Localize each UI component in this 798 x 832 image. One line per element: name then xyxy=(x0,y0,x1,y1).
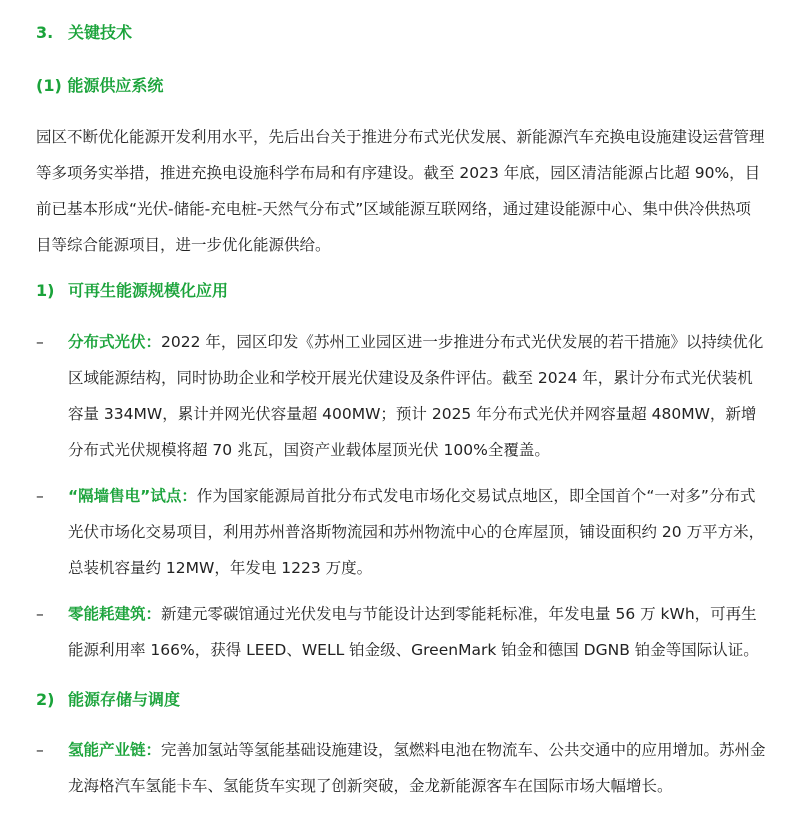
list-dash: – xyxy=(36,333,44,351)
section-number: 3. xyxy=(36,23,54,42)
item-separator: ： xyxy=(181,487,197,505)
part2-title: 能源存储与调度 xyxy=(68,690,181,709)
item-term: “隔墙售电”试点 xyxy=(68,487,182,505)
item-term: 分布式光伏 xyxy=(68,333,146,351)
list-dash: – xyxy=(36,741,44,759)
item-term: 氢能产业链 xyxy=(68,741,146,759)
item-text: 2022 年，园区印发《苏州工业园区进一步推进分布式光伏发展的若干措施》以持续优化区域能源结构，同时协助企业和学校开展光伏建设及条件评估。截至 2024 年，累计分布式光伏装机容量 334MW，累计并网光伏容量超 400MW；预计 2025 年分布式光伏并网容量超 480MW，新增分布式光伏规模将超 70 兆瓦，国资产业载体屋顶光伏 100%全覆盖。 xyxy=(68,333,764,459)
part2-number: 2) xyxy=(36,690,55,709)
list-dash: – xyxy=(36,605,44,623)
section-heading xyxy=(36,22,132,44)
item-text: 完善加氢站等氢能基础设施建设，氢燃料电池在物流车、公共交通中的应用增加。苏州金龙海格汽车氢能卡车、氢能货车实现了创新突破，金龙新能源客车在国际市场大幅增长。 xyxy=(68,741,766,795)
part1-title: 可再生能源规模化应用 xyxy=(68,281,229,300)
list-item xyxy=(36,596,766,668)
list-item xyxy=(36,324,766,468)
section-title: 关键技术 xyxy=(68,23,133,42)
part2-heading xyxy=(36,689,180,711)
item-text: 新建元零碳馆通过光伏发电与节能设计达到零能耗标准，年发电量 56 万 kWh，可再生能源利用率 166%，获得 LEED、WELL 铂金级、GreenMark 铂金和德国 DGNB 铂金等国际认证。 xyxy=(68,605,759,659)
list-item xyxy=(36,732,766,804)
item-separator: ： xyxy=(145,605,162,623)
item-text: 作为国家能源局首批分布式发电市场化交易试点地区，即全国首个“一对多”分布式光伏市场化交易项目，利用苏州普洛斯物流园和苏州物流中心的仓库屋顶，铺设面积约 20 万平方米，总装机容量约 12MW，年发电 1223 万度。 xyxy=(68,487,765,577)
part1-heading xyxy=(36,280,228,302)
list-item xyxy=(36,478,766,586)
subsection-label: (1) 能源供应系统 xyxy=(36,76,164,95)
subsection-heading xyxy=(36,75,163,97)
list-dash: – xyxy=(36,487,44,505)
intro-paragraph: 园区不断优化能源开发利用水平，先后出台关于推进分布式光伏发展、新能源汽车充换电设施建设运营管理等多项务实举措，推进充换电设施科学布局和有序建设。截至 2023 年底，园区清洁能源占比超 90%，目前已基本形成“光伏-储能-充电桩-天然气分布式”区域能源互联网络，通过建设能源中心、集中供冷供热项目等综合能源项目，进一步优化能源供给。 xyxy=(36,128,765,254)
item-separator: ： xyxy=(145,741,162,759)
part1-number: 1) xyxy=(36,281,55,300)
item-separator: ： xyxy=(145,333,162,351)
item-term: 零能耗建筑 xyxy=(68,605,146,623)
